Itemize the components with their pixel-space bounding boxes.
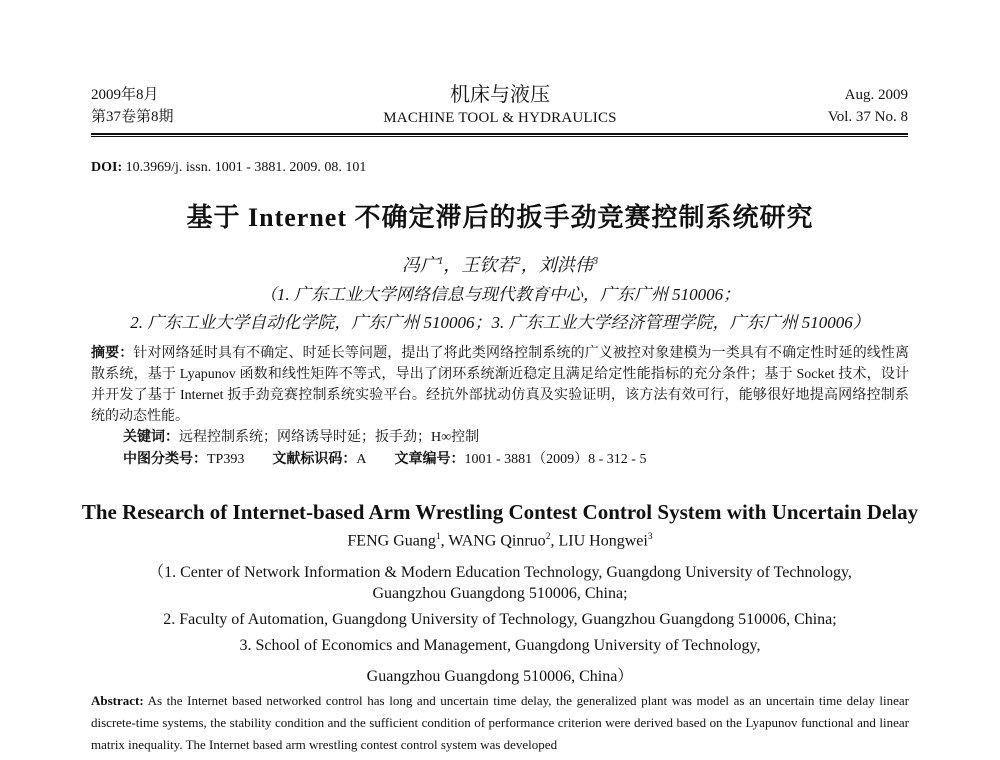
header-rule-thin	[91, 136, 908, 137]
article-number-value: 1001 - 3881（2009）8 - 312 - 5	[464, 452, 647, 467]
affiliation-en-line-4: 3. School of Economics and Management, Guangdong University of Technology,	[239, 637, 761, 654]
doc-code-label: 文献标识码：	[272, 452, 357, 467]
abstract-cn-label: 摘要：	[91, 346, 134, 361]
abstract-en-text: As the Internet based networked control has long and uncertain time delay, the generalized plant was model as an uncertain time delay linear discrete-time systems, the stability condition and the sufficient condition of performance criterion were derived based on the Lyapunov functional and linear matrix inequality. The Internet based arm wrestling contest control system was developed	[91, 693, 909, 752]
doi-line	[91, 160, 366, 176]
authors-cn	[0, 251, 1000, 277]
author-en-2-mark: 2	[545, 531, 551, 542]
keywords-cn	[123, 426, 479, 446]
affiliation-en-line-2: Guangzhou Guangdong 510006, China;	[372, 585, 628, 602]
journal-name-en: MACHINE TOOL & HYDRAULICS	[383, 110, 617, 126]
doc-code-value: A	[356, 452, 367, 467]
header-date-en: Aug. 2009	[844, 87, 908, 103]
affiliation-en-line-1: （1. Center of Network Information & Modern Education Technology, Guangdong University of Technology,	[148, 564, 852, 581]
clc-value: TP393	[207, 452, 245, 467]
author-cn-2-mark: 2	[515, 255, 521, 267]
header-date-cn: 2009年8月	[91, 87, 159, 103]
doi-value: 10.3969/j. issn. 1001 - 3881. 2009. 08. 101	[125, 160, 367, 175]
affiliation-cn-line-1: （1. 广东工业大学网络信息与现代教育中心，广东广州 510006；	[259, 285, 741, 304]
clc-label: 中图分类号：	[123, 452, 207, 467]
author-cn-sep-2: ，	[520, 255, 539, 275]
affiliation-cn-line-2: 2. 广东工业大学自动化学院，广东广州 510006；3. 广东工业大学经济管理学院，广东广州 510006）	[130, 313, 870, 332]
author-en-1: FENG Guang	[347, 532, 436, 550]
author-cn-2: 王钦若	[461, 255, 516, 275]
author-en-1-mark: 1	[435, 531, 441, 542]
title-cn: 基于 Internet 不确定滞后的扳手劲竞赛控制系统研究	[186, 203, 814, 232]
abstract-cn-text: 针对网络延时具有不确定、时延长等问题，提出了将此类网络控制系统的广义被控对象建模为一类具有不确定性时延的线性离散系统，基于 Lyapunov 函数和线性矩阵不等式，导出了闭环系统渐近稳定且满足给定性能指标的充分条件；基于 Socket 技术，设计并开发了基于 Internet 扳手劲竞赛控制系统实验平台。经抗外部扰动仿真及实验证明，该方法有效可行，能够很好地提高网络控制系统的动态性能。	[91, 346, 910, 424]
header-issue-cn: 第37卷第8期	[91, 109, 174, 125]
author-cn-3: 刘洪伟	[538, 255, 593, 275]
doi-label: DOI:	[91, 160, 123, 175]
abstract-cn	[91, 343, 909, 427]
affiliation-en-line-5: Guangzhou Guangdong 510006, China）	[366, 668, 634, 685]
journal-name-cn: 机床与液压	[450, 84, 550, 106]
classification-cn	[123, 448, 646, 468]
keywords-cn-label: 关键词：	[123, 430, 179, 445]
author-en-2: WANG Qinruo	[448, 532, 546, 550]
authors-en	[0, 531, 1000, 550]
author-en-sep-1: ,	[440, 532, 449, 550]
title-en: The Research of Internet-based Arm Wrestling Contest Control System with Uncertain Delay	[81, 500, 919, 524]
author-cn-3-mark: 3	[592, 255, 599, 267]
author-en-3: LIU Hongwei	[558, 532, 648, 550]
author-cn-sep-1: ，	[443, 255, 462, 275]
author-en-sep-2: ,	[550, 532, 559, 550]
author-cn-1-mark: 1	[437, 255, 444, 267]
header-right	[828, 84, 908, 128]
keywords-cn-text: 远程控制系统；网络诱导时延；扳手劲；H∞控制	[179, 430, 480, 445]
abstract-en	[91, 690, 909, 756]
header-issue-en: Vol. 37 No. 8	[827, 109, 908, 125]
author-en-3-mark: 3	[647, 531, 653, 542]
article-number-label: 文章编号：	[394, 452, 465, 467]
header-rule-thick	[91, 133, 908, 135]
author-cn-1: 冯广	[401, 255, 438, 275]
affiliation-en-line-3: 2. Faculty of Automation, Guangdong University of Technology, Guangzhou Guangdong 510006, China;	[163, 611, 837, 628]
abstract-en-label: Abstract:	[91, 693, 144, 708]
